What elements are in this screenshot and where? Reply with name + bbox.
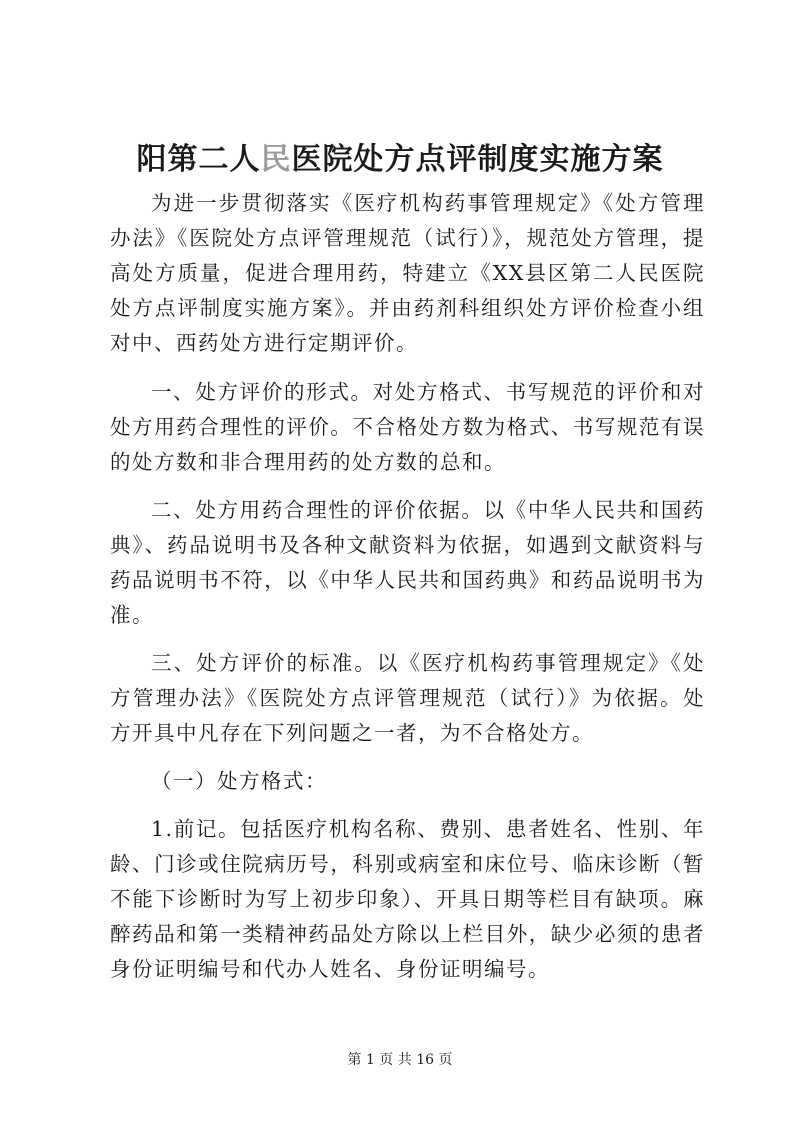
paragraph-intro: 为进一步贯彻落实《医疗机构药事管理规定》《处方管理办法》《医院处方点评管理规范（试行）》，规范处方管理，提高处方质量，促进合理用药，特建立《XX县区第二人民医院处方点评制度实施方案》。并由药剂科组织处方评价检查小组对中、西药处方进行定期评价。 — [110, 191, 705, 355]
page-number-footer: 第 1 页 共 16 页 — [347, 1052, 453, 1068]
document-body — [110, 186, 705, 1000]
document-title — [0, 140, 800, 180]
paragraph-section-2: 二、处方用药合理性的评价依据。以《中华人民共和国药典》、药品说明书及各种文献资料为依据，如遇到文献资料与药品说明书不符，以《中华人民共和国药典》和药品说明书为准。 — [110, 498, 705, 627]
title-suffix: 医院处方点评制度实施方案 — [291, 142, 664, 177]
title-prefix: 阳第二人 — [136, 142, 261, 177]
paragraph-item-1: 1.前记。包括医疗机构名称、费别、患者姓名、性别、年龄、门诊或住院病历号，科别或病室和床位号、临床诊断（暂不能下诊断时为写上初步印象）、开具日期等栏目有缺项。麻醉药品和第一类精神药品处方除以上栏目外，缺少必须的患者身份证明编号和代办人姓名、身份证明编号。 — [110, 817, 705, 981]
title-faded-char: 民 — [260, 142, 292, 177]
paragraph-subsection-heading: （一）处方格式： — [151, 769, 327, 793]
paragraph-section-1: 一、处方评价的形式。对处方格式、书写规范的评价和对处方用药合理性的评价。不合格处方数为格式、书写规范有误的处方数和非合理用药的处方数的总和。 — [110, 380, 705, 474]
paragraph-section-3: 三、处方评价的标准。以《医疗机构药事管理规定》《处方管理办法》《医院处方点评管理规范（试行）》为依据。处方开具中凡存在下列问题之一者，为不合格处方。 — [110, 651, 705, 745]
